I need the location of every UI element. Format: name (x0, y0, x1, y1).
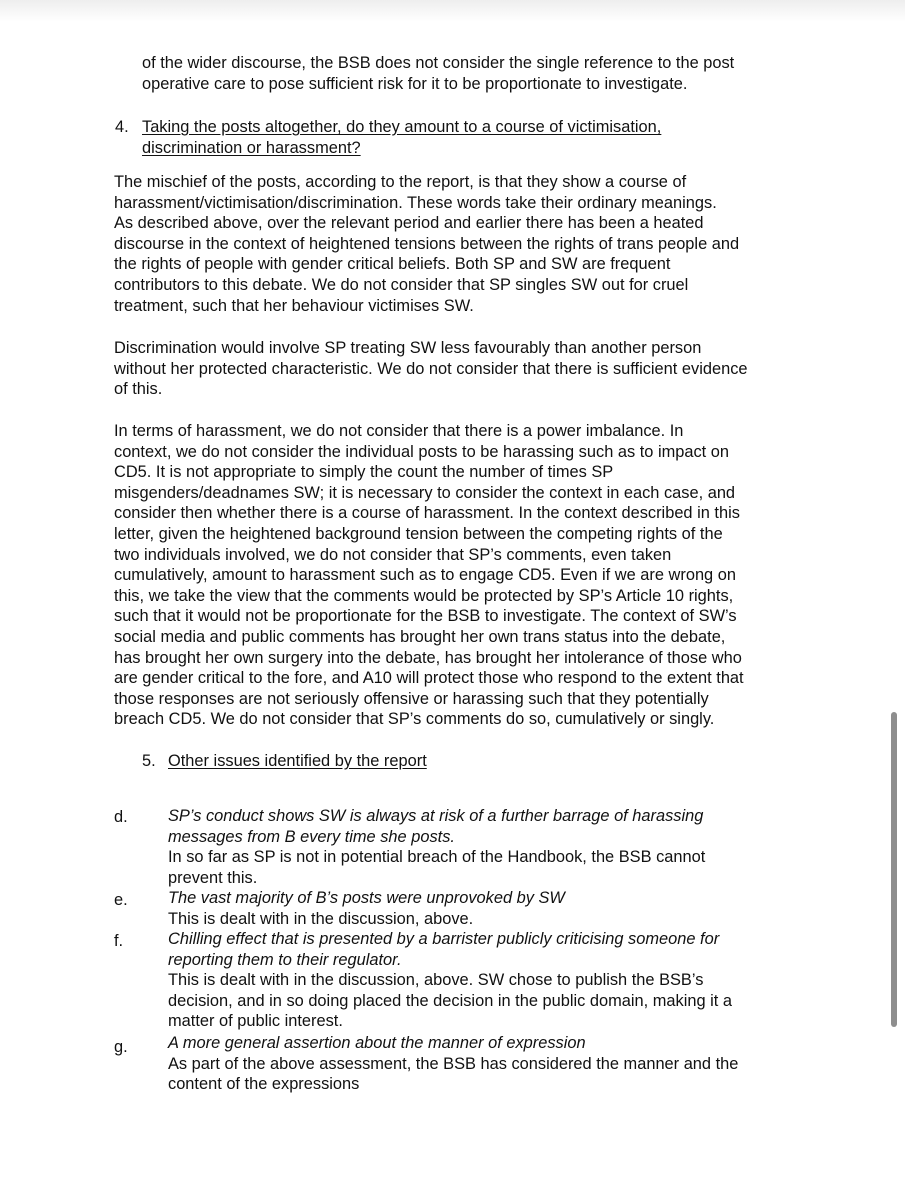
section-4-heading: Taking the posts altogether, do they amount to a course of victimisation, discrimination or harassment? (142, 118, 662, 157)
item-e: The vast majority of B’s posts were unprovoked by SW This is dealt with in the discussion, above. (168, 889, 565, 928)
section-5-heading: Other issues identified by the report (168, 752, 427, 770)
section-4-number: 4. (115, 118, 129, 136)
item-f: Chilling effect that is presented by a barrister publicly criticising someone for reporting them to their regulator. This is dealt with in the discussion, above. SW chose to publish the BSB’s decision, and in so doing placed the decision in the public domain, making it a matter of public interest. (168, 930, 733, 1031)
paragraph-discrimination: Discrimination would involve SP treating SW less favourably than another person without her protected characteristic. We do not consider that there is sufficient evidence of this. (114, 339, 748, 399)
item-d-letter: d. (114, 808, 128, 826)
item-g: A more general assertion about the manner of expression As part of the above assessment, the BSB has considered the manner and the content of the expressions (168, 1034, 739, 1094)
item-e-letter: e. (114, 891, 128, 909)
item-d: SP’s conduct shows SW is always at risk of a further barrage of harassing messages from B every time she posts. In so far as SP is not in potential breach of the Handbook, the BSB cannot prevent this. (168, 807, 706, 887)
item-g-letter: g. (114, 1038, 128, 1056)
intro-paragraph: of the wider discourse, the BSB does not consider the single reference to the post operative care to pose sufficient risk for it to be proportionate to investigate. (142, 54, 735, 93)
section-5-number: 5. (142, 752, 156, 770)
vertical-scrollbar[interactable] (891, 712, 897, 1027)
paragraph-mischief: The mischief of the posts, according to the report, is that they show a course of harassment/victimisation/discrimination. These words take their ordinary meanings. As described above, over the relevant period and earlier there has been a heated discourse in the context of heightened tensions between the rights of trans people and the rights of people with gender critical beliefs. Both SP and SW are frequent contributors to this debate. We do not consider that SP singles SW out for cruel treatment, such that her behaviour victimises SW. (114, 173, 740, 315)
item-f-letter: f. (114, 932, 124, 950)
paragraph-harassment: In terms of harassment, we do not consider that there is a power imbalance. In context, we do not consider the individual posts to be harassing such as to impact on CD5. It is not appropriate to simply the count the number of times SP misgenders/deadnames SW; it is necessary to consider the context in each case, and consider then whether there is a course of harassment. In the context described in this letter, given the heightened background tension between the competing rights of the two individuals involved, we do not consider that SP’s comments, even taken cumulatively, amount to harassment such as to engage CD5. Even if we are wrong on this, we take the view that the comments would be protected by SP’s Article 10 rights, such that it would not be proportionate for the BSB to investigate. The context of SW’s social media and public comments has brought her own trans status into the debate, has brought her own surgery into the debate, has brought her intolerance of those who are gender critical to the fore, and A10 will protect those who respond to the extent that those responses are not seriously offensive or harassing such that they potentially breach CD5. We do not consider that SP’s comments do so, cumulatively or singly. (114, 422, 744, 729)
